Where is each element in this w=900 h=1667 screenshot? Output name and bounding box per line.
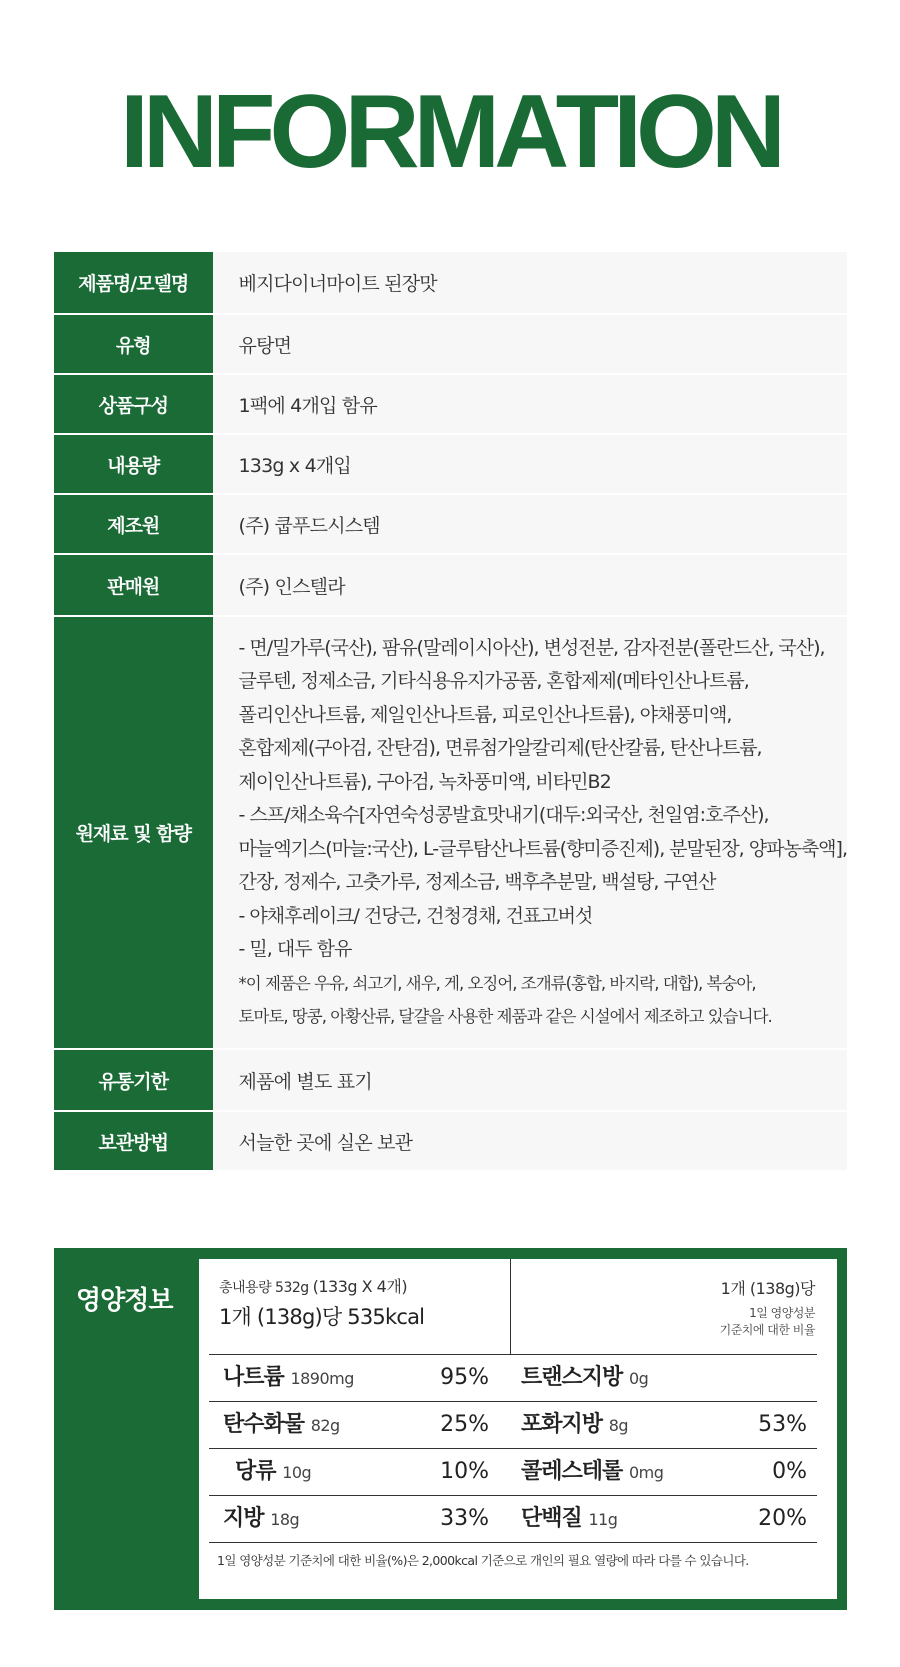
nutrition-facts [54,1248,847,1610]
table-bottom-rule [209,1542,817,1543]
calories-per-serving: 1개 (138g)당 535kcal [219,1305,425,1329]
row-label: 상품구성 [54,374,213,434]
ingredient-line: - 밀, 대두 함유 [238,938,352,960]
row-label: 제조원 [54,494,213,554]
ingredient-line: 간장, 정제수, 고춧가루, 정제소금, 백후추분말, 백설탕, 구연산 [238,871,716,893]
table-row [54,314,847,374]
product-info-table [54,252,847,1172]
nutrient-row [209,1448,817,1495]
nutrient-name: 당류 [235,1459,276,1484]
row-value: 제품에 별도 표기 [213,1049,847,1111]
table-row [54,434,847,494]
row-label: 제품명/모델명 [54,252,213,314]
per-unit: 1개 (138g)당 [720,1279,815,1298]
ingredient-line: - 면/밀가루(국산), 팜유(말레이시아산), 변성전분, 감자전분(폴란드산, 국산), [238,636,825,659]
ingredient-line: - 스프/채소육수[자연숙성콩발효맛내기(대두:외국산, 천일염:호주산), [238,804,769,826]
nutrition-footnote: 1일 영양성분 기준치에 대한 비율(%)은 2,000kcal 기준으로 개인의 필요 열량에 따라 다를 수 있습니다. [217,1553,749,1568]
table-row [54,1049,847,1111]
table-row [54,616,847,1049]
nutrient-amount: 0mg [628,1463,664,1482]
ingredient-line: 글루텐, 정제소금, 기타식용유지가공품, 혼합제제(메타인산나트륨, [238,670,749,692]
nutrient-amount: 11g [588,1510,618,1529]
allergen-note: *이 제품은 우유, 쇠고기, 새우, 게, 오징어, 조개류(홍합, 바지락, 대합), 복숭아, [238,973,756,993]
nutrient-amount: 82g [310,1416,340,1435]
row-value: (주) 쿱푸드시스템 [213,494,847,554]
page-title: INFORMATION [120,74,780,190]
nutrition-panel [199,1259,837,1599]
nutrient-percent: 33% [440,1506,489,1531]
nutrient-name: 탄수화물 [223,1412,305,1437]
ingredients-cell [213,616,847,1049]
nutrient-percent: 25% [440,1412,489,1437]
row-value: 베지다이너마이트 된장맛 [213,252,847,314]
ingredient-line: 마늘엑기스(마늘:국산), L-글루탐산나트륨(향미증진제), 분말된장, 양파농축액], [238,837,847,860]
nutrient-percent: 20% [758,1506,807,1531]
table-row [54,554,847,616]
nutrient-name: 단백질 [521,1506,582,1531]
nutrient-name: 포화지방 [521,1412,603,1437]
nutrient-name: 트랜스지방 [521,1365,623,1390]
ingredient-line: - 야채후레이크/ 건당근, 건청경채, 건표고버섯 [238,904,593,927]
nutrient-amount: 10g [282,1463,312,1482]
nutrient-row [209,1495,817,1542]
nutrient-percent: 0% [772,1459,807,1484]
ingredient-line: 폴리인산나트륨, 제일인산나트륨, 피로인산나트륨), 야채풍미액, [238,703,732,726]
row-value: 서늘한 곳에 실온 보관 [213,1111,847,1171]
ingredient-line: 제이인산나트륨), 구아검, 녹차풍미액, 비타민B2 [238,770,611,793]
row-label: 내용량 [54,434,213,494]
table-row [54,1111,847,1171]
nutrient-percent: 53% [758,1412,807,1437]
ingredients-list [239,632,847,1034]
total-pack: (133g X 4개) [312,1277,408,1296]
allergen-note: 토마토, 땅콩, 아황산류, 달걀을 사용한 제품과 같은 시설에서 제조하고 있습니다. [238,1007,772,1026]
row-label: 유통기한 [54,1049,213,1111]
table-row [54,252,847,314]
nutrient-amount: 18g [270,1510,300,1529]
row-value: (주) 인스텔라 [213,554,847,616]
row-value: 유탕면 [213,314,847,374]
nutrient-name: 콜레스테롤 [521,1459,623,1484]
header-divider [510,1259,511,1354]
daily-value-label: 기준치에 대한 비율 [719,1323,815,1337]
nutrient-row [209,1354,817,1401]
nutrient-percent: 10% [440,1459,489,1484]
table-row [54,494,847,554]
row-label: 판매원 [54,554,213,616]
nutrient-name: 지방 [223,1506,264,1531]
ingredient-line: 혼합제제(구아검, 잔탄검), 면류첨가알칼리제(탄산칼륨, 탄산나트륨, [238,737,762,759]
nutrient-row [209,1401,817,1448]
serving-info [219,1274,424,1331]
row-label: 원재료 및 함량 [54,616,213,1049]
row-label: 유형 [54,314,213,374]
nutrient-percent: 95% [440,1365,489,1390]
daily-value-label: 1일 영양성분 [749,1306,815,1320]
nutrient-percent [739,1355,807,1401]
nutrient-name: 나트륨 [223,1365,284,1390]
table-row [54,374,847,434]
nutrient-amount: 0g [628,1369,649,1388]
row-label: 보관방법 [54,1111,213,1171]
total-content: 총내용량 532g [219,1280,309,1296]
nutrient-amount: 1890mg [290,1369,354,1388]
row-value: 133g x 4개입 [213,434,847,494]
nutrient-amount: 8g [608,1416,629,1435]
daily-value-header [720,1276,815,1339]
nutrition-title: 영양정보 [76,1286,173,1316]
row-value: 1팩에 4개입 함유 [213,374,847,434]
